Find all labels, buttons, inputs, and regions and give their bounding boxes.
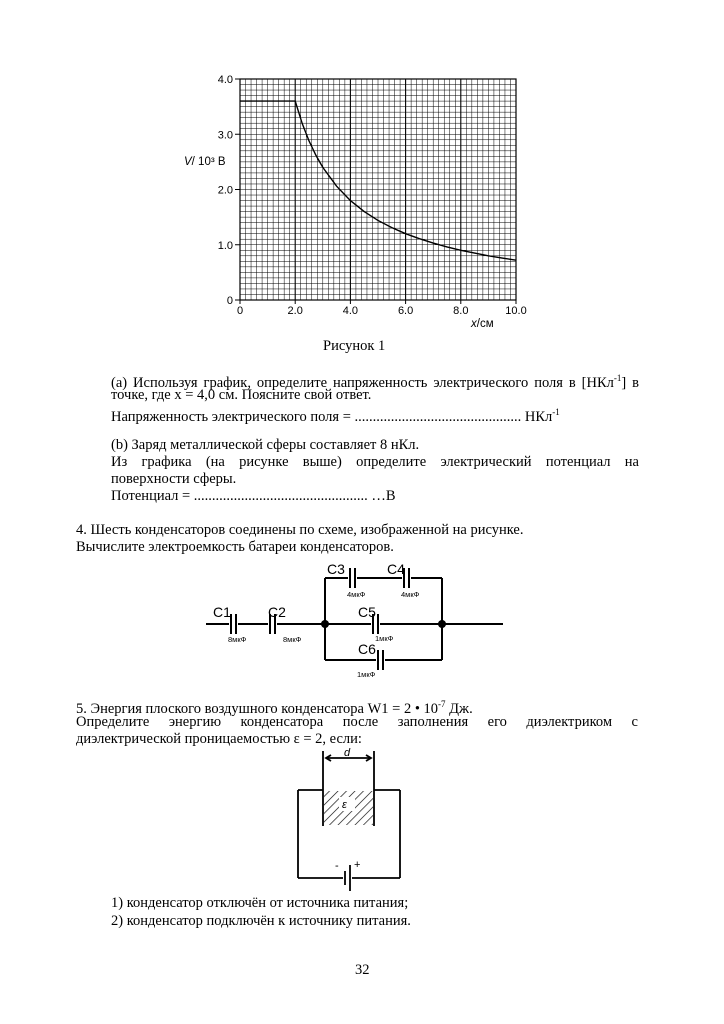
- x-tick-label: 6.0: [397, 305, 414, 317]
- page-number: 32: [355, 962, 370, 978]
- y-tick-label: 1.0: [217, 239, 233, 252]
- c4-value: 4мкФ: [401, 590, 420, 599]
- part-a-answer-line: Напряженность электрического поля = .............................................. НКл$^{-1}$: [111, 407, 560, 425]
- part-a-line2: точке, где x = 4,0 см. Поясните свой ответ.: [111, 387, 372, 403]
- c3-label: C3: [327, 561, 345, 577]
- capacitor-circuit: [0, 555, 724, 685]
- figure-caption: Рисунок 1: [323, 338, 386, 354]
- part-b-line2: Из графика (на рисунке выше) определите электрический потенциал на: [111, 454, 639, 470]
- q5-line3: диэлектрической проницаемостью ε = 2, если:: [76, 731, 362, 747]
- c3-value: 4мкФ: [347, 590, 366, 599]
- y-tick-label: 2.0: [217, 184, 233, 197]
- junction-node-left: [321, 620, 329, 628]
- c6-value: 1мкФ: [357, 670, 376, 679]
- q5-line1: 5. Энергия плоского воздушного конденсатора W1 = 2 • $10^{-7}$ Дж.: [76, 699, 473, 717]
- part-a-line1: (a) Используя график, определите напряженность электрического поля в [НКл$^{-1}$] в: [111, 373, 639, 391]
- c4-label: C4: [387, 561, 405, 577]
- x-tick-label: 10.0: [505, 305, 527, 317]
- c2-label: C2: [268, 604, 286, 620]
- part-b-line1: (b) Заряд металлической сферы составляет 8 нКл.: [111, 437, 420, 453]
- q5-option-1: 1) конденсатор отключён от источника питания;: [111, 895, 409, 911]
- x-tick-label: 4.0: [342, 305, 359, 317]
- x-tick-label: 2.0: [287, 305, 303, 317]
- c1-value: 8мкФ: [228, 635, 247, 644]
- battery-minus-label: -: [335, 860, 339, 872]
- part-b-answer-line: Потенциал = ................................................ …В: [111, 488, 396, 504]
- junction-node-right: [438, 620, 446, 628]
- y-tick-label: 4.0: [217, 74, 233, 86]
- potential-graph: [0, 0, 724, 340]
- y-axis-label: V/ 10³ В: [184, 156, 226, 168]
- epsilon-label: ε: [342, 799, 347, 811]
- part-b-line3: поверхности сферы.: [111, 471, 237, 487]
- capacitor-dielectric-diagram: [0, 745, 724, 895]
- q5-option-2: 2) конденсатор подключён к источнику питания.: [111, 913, 411, 929]
- q4-line2: Вычислите электроемкость батареи конденсаторов.: [76, 539, 394, 555]
- graph-ticks: [235, 79, 516, 304]
- x-tick-label: 0: [236, 305, 244, 317]
- distance-d-label: d: [344, 747, 351, 759]
- y-tick-label: 0: [226, 295, 233, 307]
- x-tick-label: 8.0: [453, 305, 469, 317]
- c2-value: 8мкФ: [283, 635, 302, 644]
- x-axis-label: x/см: [471, 318, 494, 330]
- graph-grid: [240, 79, 516, 300]
- battery-plus-label: +: [354, 859, 361, 871]
- q4-line1: 4. Шесть конденсаторов соединены по схеме, изображенной на рисунке.: [76, 522, 524, 538]
- c5-value: 1мкФ: [375, 634, 394, 643]
- q5-line2: Определите энергию конденсатора после заполнения его диэлектриком с: [76, 714, 638, 730]
- c5-label: C5: [358, 604, 376, 620]
- y-tick-label: 3.0: [217, 129, 233, 142]
- c6-label: C6: [358, 641, 376, 657]
- c1-label: C1: [213, 604, 231, 620]
